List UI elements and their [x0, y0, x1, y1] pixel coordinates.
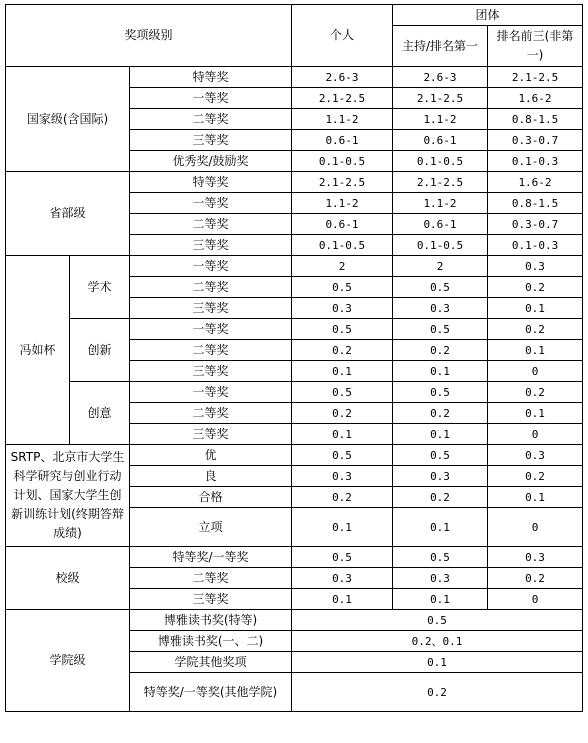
award-cell: 一等奖	[130, 382, 292, 403]
individual-score: 0.1	[292, 361, 393, 382]
top3-score: 0.8-1.5	[488, 193, 583, 214]
award-cell: 优秀奖/鼓励奖	[130, 151, 292, 172]
award-cell: 三等奖	[130, 361, 292, 382]
lead-score: 0.1-0.5	[393, 235, 488, 256]
award-cell: 二等奖	[130, 109, 292, 130]
top3-score: 0.2	[488, 277, 583, 298]
top3-score: 0.3	[488, 547, 583, 568]
header-row	[6, 5, 583, 26]
individual-score: 0.1-0.5	[292, 235, 393, 256]
award-cell: 三等奖	[130, 298, 292, 319]
lead-score: 2.1-2.5	[393, 88, 488, 109]
award-cell: 特等奖/一等奖	[130, 547, 292, 568]
table-row	[6, 382, 583, 403]
award-cell: 特等奖	[130, 172, 292, 193]
top3-score: 0.3	[488, 256, 583, 277]
top3-score: 0.2	[488, 382, 583, 403]
header-top3: 排名前三(非第一)	[488, 26, 583, 67]
top3-score: 1.6-2	[488, 88, 583, 109]
top3-score: 0.1-0.3	[488, 235, 583, 256]
college-score: 0.5	[292, 610, 583, 631]
award-cell: 一等奖	[130, 193, 292, 214]
award-cell: 一等奖	[130, 319, 292, 340]
individual-score: 0.3	[292, 466, 393, 487]
individual-score: 0.3	[292, 298, 393, 319]
top3-score: 0.3-0.7	[488, 214, 583, 235]
lead-score: 0.2	[393, 487, 488, 508]
lead-score: 1.1-2	[393, 109, 488, 130]
header-lead: 主持/排名第一	[393, 26, 488, 67]
top3-score: 0	[488, 589, 583, 610]
level-college: 学院级	[6, 610, 130, 712]
award-score-table	[5, 4, 583, 712]
table-row	[6, 67, 583, 88]
individual-score: 2.1-2.5	[292, 88, 393, 109]
individual-score: 0.3	[292, 568, 393, 589]
lead-score: 0.3	[393, 466, 488, 487]
top3-score: 0.2	[488, 466, 583, 487]
lead-score: 0.6-1	[393, 214, 488, 235]
lead-score: 2.1-2.5	[393, 172, 488, 193]
lead-score: 0.3	[393, 568, 488, 589]
award-cell: 三等奖	[130, 235, 292, 256]
individual-score: 0.5	[292, 319, 393, 340]
top3-score: 0.1-0.3	[488, 151, 583, 172]
individual-score: 0.5	[292, 445, 393, 466]
college-score: 0.2、0.1	[292, 631, 583, 652]
award-cell: 二等奖	[130, 277, 292, 298]
award-cell: 良	[130, 466, 292, 487]
top3-score: 0.2	[488, 319, 583, 340]
top3-score: 0.1	[488, 340, 583, 361]
fengru-creative: 创意	[70, 382, 130, 445]
award-cell: 三等奖	[130, 130, 292, 151]
award-cell: 三等奖	[130, 589, 292, 610]
lead-score: 0.2	[393, 340, 488, 361]
table-row	[6, 256, 583, 277]
lead-score: 0.1	[393, 361, 488, 382]
fengru-innovation: 创新	[70, 319, 130, 382]
award-cell: 博雅读书奖(一、二)	[130, 631, 292, 652]
individual-score: 0.2	[292, 487, 393, 508]
level-school: 校级	[6, 547, 130, 610]
award-cell: 二等奖	[130, 214, 292, 235]
level-srtp: SRTP、北京市大学生科学研究与创业行动计划、国家大学生创新训练计划(终期答辩成绩)	[6, 445, 130, 547]
fengru-academic: 学术	[70, 256, 130, 319]
level-national: 国家级(含国际)	[6, 67, 130, 172]
award-cell: 二等奖	[130, 340, 292, 361]
top3-score: 0.1	[488, 403, 583, 424]
college-score: 0.2	[292, 673, 583, 712]
top3-score: 0.3	[488, 445, 583, 466]
award-cell: 博雅读书奖(特等)	[130, 610, 292, 631]
lead-score: 0.5	[393, 277, 488, 298]
award-cell: 立项	[130, 508, 292, 547]
level-fengru: 冯如杯	[6, 256, 70, 445]
lead-score: 2.6-3	[393, 67, 488, 88]
individual-score: 0.1	[292, 424, 393, 445]
award-cell: 一等奖	[130, 256, 292, 277]
top3-score: 0	[488, 361, 583, 382]
award-cell: 一等奖	[130, 88, 292, 109]
individual-score: 0.5	[292, 277, 393, 298]
table-row	[6, 610, 583, 631]
individual-score: 2	[292, 256, 393, 277]
header-team: 团体	[393, 5, 583, 26]
individual-score: 0.6-1	[292, 214, 393, 235]
individual-score: 0.2	[292, 403, 393, 424]
header-category: 奖项级别	[6, 5, 292, 67]
lead-score: 0.1	[393, 424, 488, 445]
top3-score: 0.1	[488, 487, 583, 508]
lead-score: 0.5	[393, 382, 488, 403]
individual-score: 2.1-2.5	[292, 172, 393, 193]
individual-score: 1.1-2	[292, 193, 393, 214]
top3-score: 0	[488, 508, 583, 547]
award-cell: 特等奖/一等奖(其他学院)	[130, 673, 292, 712]
top3-score: 1.6-2	[488, 172, 583, 193]
top3-score: 0.8-1.5	[488, 109, 583, 130]
individual-score: 1.1-2	[292, 109, 393, 130]
individual-score: 0.1	[292, 508, 393, 547]
level-provincial: 省部级	[6, 172, 130, 256]
lead-score: 0.5	[393, 547, 488, 568]
individual-score: 0.1-0.5	[292, 151, 393, 172]
lead-score: 0.6-1	[393, 130, 488, 151]
table-row	[6, 319, 583, 340]
award-cell: 二等奖	[130, 568, 292, 589]
lead-score: 0.1-0.5	[393, 151, 488, 172]
award-cell: 学院其他奖项	[130, 652, 292, 673]
award-cell: 三等奖	[130, 424, 292, 445]
lead-score: 2	[393, 256, 488, 277]
individual-score: 2.6-3	[292, 67, 393, 88]
table-row	[6, 172, 583, 193]
top3-score: 0.2	[488, 568, 583, 589]
award-cell: 优	[130, 445, 292, 466]
lead-score: 0.1	[393, 589, 488, 610]
lead-score: 0.5	[393, 319, 488, 340]
lead-score: 1.1-2	[393, 193, 488, 214]
individual-score: 0.2	[292, 340, 393, 361]
top3-score: 0.1	[488, 298, 583, 319]
individual-score: 0.6-1	[292, 130, 393, 151]
table-row	[6, 445, 583, 466]
top3-score: 0.3-0.7	[488, 130, 583, 151]
lead-score: 0.2	[393, 403, 488, 424]
lead-score: 0.3	[393, 298, 488, 319]
individual-score: 0.5	[292, 382, 393, 403]
college-score: 0.1	[292, 652, 583, 673]
award-cell: 特等奖	[130, 67, 292, 88]
top3-score: 0	[488, 424, 583, 445]
table-row	[6, 547, 583, 568]
individual-score: 0.1	[292, 589, 393, 610]
lead-score: 0.5	[393, 445, 488, 466]
award-cell: 合格	[130, 487, 292, 508]
top3-score: 2.1-2.5	[488, 67, 583, 88]
award-cell: 二等奖	[130, 403, 292, 424]
header-individual: 个人	[292, 5, 393, 67]
lead-score: 0.1	[393, 508, 488, 547]
individual-score: 0.5	[292, 547, 393, 568]
